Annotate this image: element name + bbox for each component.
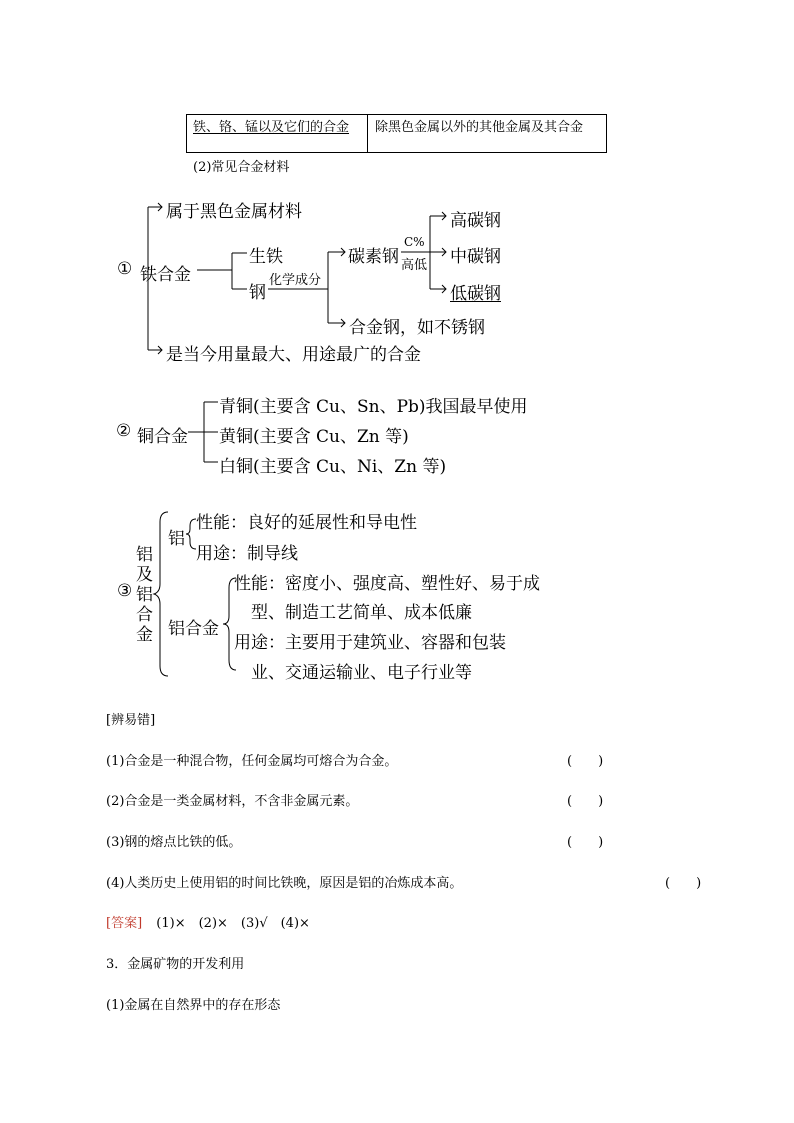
aluminum-alloy-property-line2: 型、制造工艺简单、成本低廉 [251,603,472,623]
aluminum-alloy-use-line2: 业、交通运输业、电子行业等 [251,663,472,683]
quiz-paren-3: ( ) [567,835,604,850]
iron-alloy-marker: ① [117,259,133,279]
iron-alloy-usage-note: 是当今用量最大、用途最广的合金 [166,345,421,365]
pig-iron-label: 生铁 [249,247,283,267]
section-3-subheading: (1)金属在自然界中的存在形态 [106,998,281,1013]
aluminum-vertical-label: 铝 及 铝 合 金 [136,545,153,645]
composition-label: 化学成分 [269,273,322,288]
answer-label: [答案] [106,916,143,931]
iron-alloy-ferrous-note: 属于黑色金属材料 [166,202,302,222]
aluminum-alloy-use-line1: 用途：主要用于建筑业、容器和包装 [234,633,506,653]
section-3-heading: 3．金属矿物的开发利用 [106,957,245,972]
steel-label: 钢 [249,283,266,303]
aluminum-label: 铝 [168,529,185,549]
carbon-steel-label: 碳素钢 [348,247,399,267]
aluminum-use: 用途：制导线 [196,544,298,564]
table-cell-nonferrous: 除黑色金属以外的其他金属及其合金 [375,120,584,135]
aluminum-property: 性能：良好的延展性和导电性 [196,513,417,533]
quiz-item-2: (2)合金是一类金属材料，不含非金属元素。 [106,794,359,809]
cupronickel-item: 白铜(主要含 Cu、Ni、Zn 等) [219,457,447,477]
iron-alloy-label: 铁合金 [140,265,191,285]
quiz-title: [辨易错] [106,713,156,728]
high-carbon-steel: 高碳钢 [450,211,501,231]
aluminum-alloy-label: 铝合金 [168,619,219,639]
high-low-label: 高低 [401,258,428,273]
quiz-paren-4: ( ) [665,876,702,891]
brass-item: 黄铜(主要含 Cu、Zn 等) [219,427,409,447]
aluminum-alloy-property-line1: 性能：密度小、强度高、塑性好、易于成 [234,574,540,594]
copper-alloy-label: 铜合金 [137,427,188,447]
table-cell-ferrous: 铁、铬、锰以及它们的合金 [193,120,350,135]
answer-values: (1)× (2)× (3)√ (4)× [156,916,310,931]
aluminum-marker: ③ [117,581,133,601]
quiz-item-3: (3)钢的熔点比铁的低。 [106,835,242,850]
medium-carbon-steel: 中碳钢 [450,247,501,267]
quiz-paren-2: ( ) [567,794,604,809]
answer-line [106,912,310,931]
section-2-heading: (2)常见合金材料 [193,160,290,175]
quiz-item-1: (1)合金是一种混合物，任何金属均可熔合为合金。 [106,754,398,769]
copper-alloy-marker: ② [116,421,132,441]
carbon-percent-label: C% [404,235,425,249]
low-carbon-steel: 低碳钢 [450,284,501,304]
quiz-item-4: (4)人类历史上使用铝的时间比铁晚，原因是铝的冶炼成本高。 [106,876,463,891]
alloy-steel-label: 合金钢，如不锈钢 [349,318,485,338]
bronze-item: 青铜(主要含 Cu、Sn、Pb)我国最早使用 [219,397,528,417]
quiz-paren-1: ( ) [567,754,604,769]
